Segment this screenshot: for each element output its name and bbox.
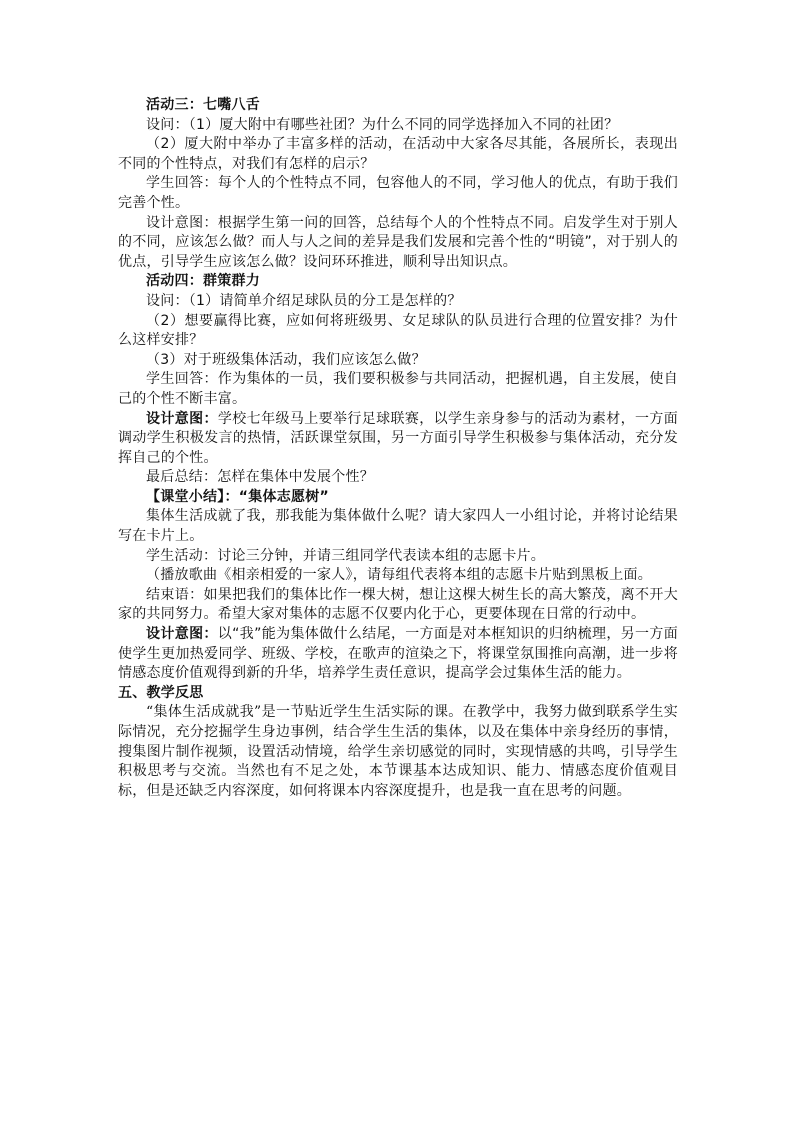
activity-4-question-1: 设问：（1）请简单介绍足球队员的分工是怎样的？ — [146, 292, 462, 309]
class-summary-student-activity: 学生活动：讨论三分钟，并请三组同学代表读本组的志愿卡片。 — [146, 547, 545, 564]
class-summary-title: 【课堂小结】：“集体志愿树” — [146, 488, 329, 505]
design-intent-text: 以“我”能为集体做什么结尾，一方面是对本框知识的归纳梳理，另一方面使学生更加热爱同学、班级、学校，在歌声的渲染之下，将课堂氛围推向高潮，进一步将情感态度价值观得到新的升华，培养学生责任意识，提高学会过集体生活的能力。 — [118, 626, 678, 682]
activity-4-title: 活动四：群策群力 — [146, 273, 260, 290]
class-summary-paragraph-1: 集体生活成就了我，那我能为集体做什么呢？请大家四人一小组讨论，并将讨论结果写在卡片上。 — [118, 508, 678, 545]
activity-4-question-2: （2）想要赢得比赛，应如何将班级男、女足球队的队员进行合理的位置安排？为什么这样安排？ — [118, 312, 678, 349]
activity-4-final-summary: 最后总结：怎样在集体中发展个性？ — [146, 469, 374, 486]
teaching-reflection-text: “集体生活成就我”是一节贴近学生生活实际的课。在教学中，我努力做到联系学生实际情况，充分挖掘学生身边事例，结合学生生活的集体，以及在集体中亲身经历的事情，搜集图片制作视频，设置活动情境，给学生亲切感觉的同时，实现情感的共鸣，引导学生积极思考与交流。当然也有不足之处，本节课基本达成知识、能力、情感态度价值观目标，但是还缺乏内容深度，如何将课本内容深度提升，也是我一直在思考的问题。 — [118, 704, 678, 799]
design-intent-label: 设计意图： — [146, 410, 218, 427]
activity-3-question-1: 设问：（1）厦大附中有哪些社团？为什么不同的同学选择加入不同的社团？ — [146, 116, 619, 133]
class-summary-closing: 结束语：如果把我们的集体比作一棵大树，想让这棵大树生长的高大繁茂，离不开大家的共同努力。希望大家对集体的志愿不仅要内化于心，更要体现在日常的行动中。 — [118, 586, 678, 623]
class-summary-song: （播放歌曲《相亲相爱的一家人》，请每组代表将本组的志愿卡片贴到黑板上面。 — [146, 567, 652, 584]
activity-3-title: 活动三：七嘴八舌 — [146, 97, 260, 113]
activity-3-question-2: （2）厦大附中举办了丰富多样的活动，在活动中大家各尽其能，各展所长，表现出不同的个性特点，对我们有怎样的启示？ — [118, 136, 678, 172]
design-intent-label: 设计意图： — [146, 626, 218, 643]
section-5-heading: 五、教学反思 — [118, 684, 204, 701]
activity-3-student-answer: 学生回答：每个人的个性特点不同，包容他人的不同，学习他人的优点，有助于我们完善个性。 — [118, 175, 678, 211]
class-summary-design-intent — [118, 625, 678, 684]
design-intent-text: 学校七年级马上要举行足球联赛，以学生亲身参与的活动为素材，一方面调动学生积极发言的热情，活跃课堂氛围，另一方面引导学生积极参与集体活动，充分发挥自己的个性。 — [118, 410, 679, 466]
activity-4-design-intent — [118, 410, 678, 469]
document-body — [118, 96, 678, 801]
activity-3-design-intent: 设计意图：根据学生第一问的回答，总结每个人的个性特点不同。启发学生对于别人的不同，应该怎么做？而人与人之间的差异是我们发展和完善个性的“明镜”，对于别人的优点，引导学生应该怎么做？设问环环推进，顺利导出知识点。 — [118, 214, 678, 270]
activity-4-question-3: （3）对于班级集体活动，我们应该怎么做？ — [146, 351, 426, 368]
activity-4-student-answer: 学生回答：作为集体的一员，我们要积极参与共同活动，把握机遇，自主发展，使自己的个性不断丰富。 — [118, 371, 678, 407]
